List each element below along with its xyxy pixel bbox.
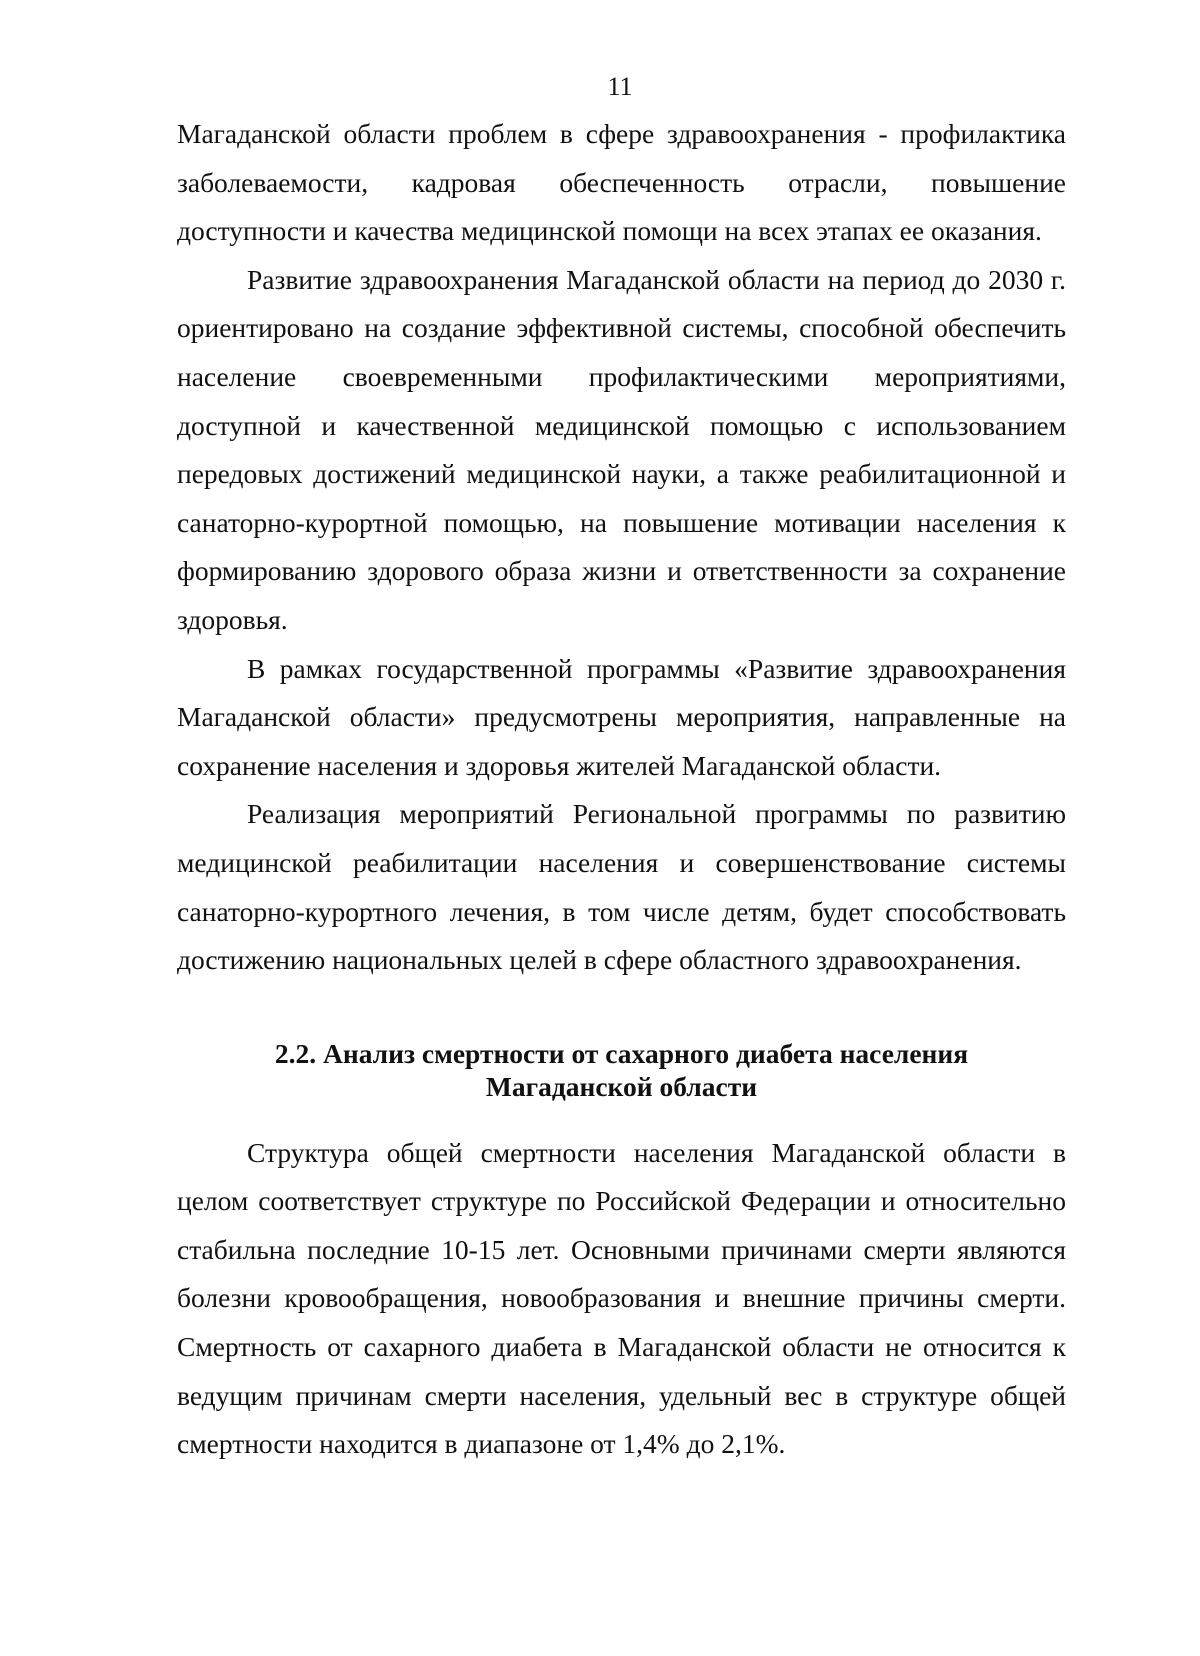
paragraph-development-2030: Развитие здравоохранения Магаданской области на период до 2030 г. ориентировано на создание эффективной системы, способной обеспечить население своевременными профилактическими мероприятиями, доступной и качественной медицинской помощью с использованием передовых достижений медицинской науки, а также реабилитационной и санаторно-курортной помощью, на повышение мотивации населения к формированию здорового образа жизни и ответственности за сохранение здоровья. xyxy=(177,263,1066,635)
paragraph-state-program: В рамках государственной программы «Развитие здравоохранения Магаданской области» предусмотрены мероприятия, направленные на сохранение населения и здоровья жителей Магаданской области. xyxy=(177,652,1066,781)
paragraph-continuation: Магаданской области проблем в сфере здравоохранения - профилактика заболеваемости, кадровая обеспеченность отрасли, повышение доступности и качества медицинской помощи на всех этапах ее оказания. xyxy=(177,118,1066,247)
paragraph-mortality-structure: Структура общей смертности населения Магаданской области в целом соответствует структуре по Российской Федерации и относительно стабильна последние 10-15 лет. Основными причинами смерти являются болезни кровообращения, новообразования и внешние причины смерти. Смертность от сахарного диабета в Магаданской области не относится к ведущим причинам смерти населения, удельный вес в структуре общей смертности находится в диапазоне от 1,4% до 2,1%. xyxy=(177,1136,1066,1460)
section-heading-line-2: Магаданской области xyxy=(485,1070,758,1102)
page-content xyxy=(177,110,1066,1469)
section-heading-line-1: 2.2. Анализ смертности от сахарного диабета населения xyxy=(274,1037,969,1069)
paragraph-regional-program: Реализация мероприятий Региональной программы по развитию медицинской реабилитации населения и совершенствование системы санаторно-курортного лечения, в том числе детям, будет способствовать достижению национальных целей в сфере областного здравоохранения. xyxy=(177,798,1066,976)
page-number: 11 xyxy=(607,72,633,101)
section-heading xyxy=(177,1037,1066,1103)
